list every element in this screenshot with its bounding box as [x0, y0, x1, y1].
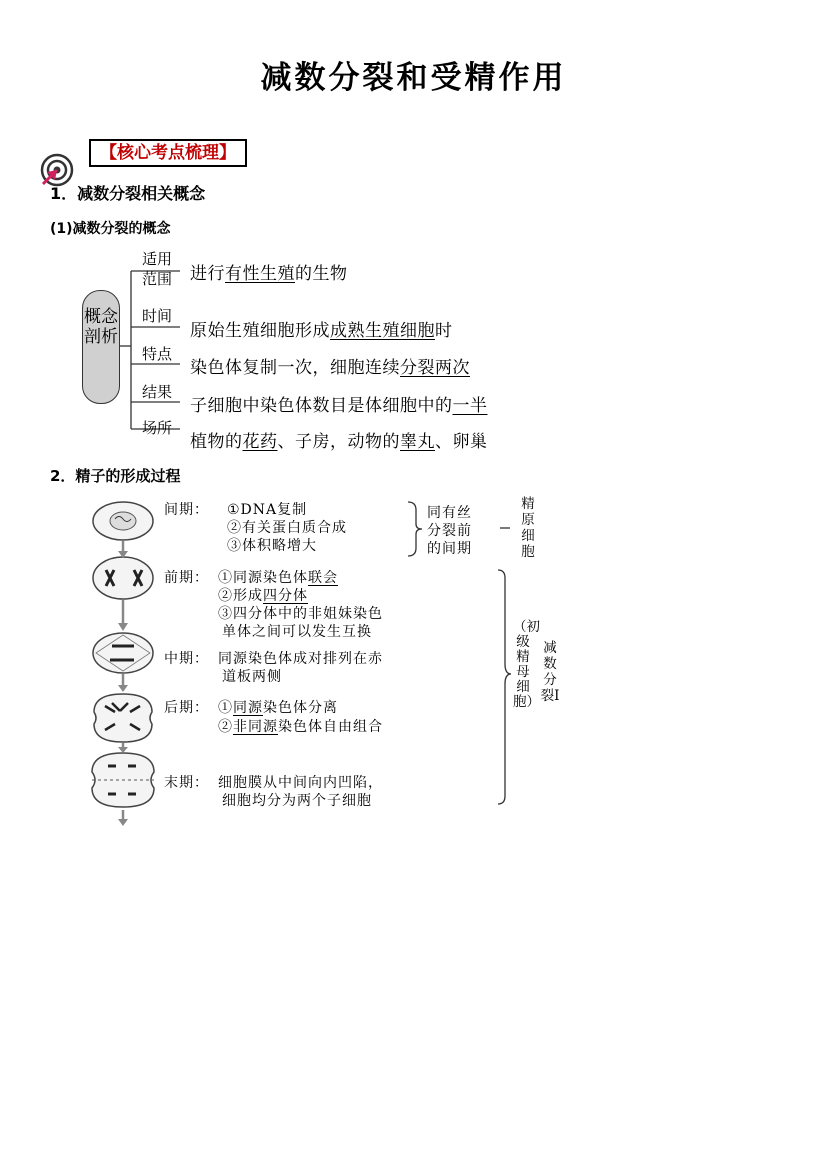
stage-key-term: 联会 [308, 570, 338, 586]
telophase-label: 末期： [164, 775, 209, 791]
concept-category-result: 结果 [142, 383, 173, 401]
prophase-item [222, 621, 372, 641]
desc-key-term: 花药 [242, 432, 278, 452]
interphase-note: 的间期 [427, 541, 472, 557]
interphase-label: 间期： [164, 502, 209, 518]
desc-text: 染色体复制一次，细胞连续 [190, 358, 400, 378]
concept-category-time: 时间 [142, 307, 173, 325]
stage-key-term: 非同源 [233, 719, 278, 735]
stage-text: ① [218, 700, 233, 716]
prophase-item [218, 603, 383, 623]
section-label: 【核心考点梳理】 [89, 139, 247, 167]
stage-key-term: 四分体 [263, 588, 308, 604]
anaphase-item [218, 697, 338, 717]
stage-key-term: 同源 [233, 700, 263, 716]
anaphase-cell-icon [94, 694, 152, 742]
desc-text: 子细胞中染色体数目是体细胞中的 [190, 396, 453, 416]
meiosis-bracket [498, 570, 511, 804]
interphase-cell-icon [93, 502, 153, 540]
desc-text: 时 [435, 321, 453, 341]
stage-text: ②形成 [218, 588, 263, 604]
heading-meiosis-concepts: 1．减数分裂相关概念 [50, 184, 206, 203]
prophase-item [218, 585, 308, 605]
anaphase-label: 后期： [164, 700, 209, 716]
interphase-brace [408, 502, 422, 556]
interphase-item: ②有关蛋白质合成 [227, 520, 347, 536]
prophase-item [218, 567, 338, 587]
page-title: 减数分裂和受精作用 [260, 60, 567, 96]
metaphase-item: 道板两侧 [222, 669, 282, 685]
desc-text: 的生物 [295, 264, 348, 284]
metaphase-label: 中期： [164, 651, 209, 667]
meiosis-one-label: 减数分裂Ⅰ [540, 640, 560, 704]
metaphase-item: 同源染色体成对排列在赤 [218, 651, 383, 667]
concept-desc-result [190, 391, 488, 416]
concept-desc-feature [190, 353, 470, 378]
desc-key-term: 睾丸 [400, 432, 435, 452]
prophase-cell-icon [93, 557, 153, 599]
metaphase-cell-icon [93, 633, 153, 673]
desc-key-term: 成熟生殖细胞 [330, 321, 435, 341]
interphase-item: ③体积略增大 [227, 538, 317, 554]
concept-category-scope: 适用范围 [142, 250, 173, 288]
stage-text: ② [218, 719, 233, 735]
desc-text: 进行 [190, 264, 225, 284]
subheading-meiosis-definition: (1)减数分裂的概念 [50, 221, 171, 237]
concept-category-feature: 特点 [142, 345, 173, 363]
concept-desc-scope [190, 259, 348, 284]
prophase-label: 前期： [164, 570, 209, 586]
stage-text: ③四分体中的非姐妹染色 [218, 606, 383, 622]
stage-text: 染色体自由组合 [278, 719, 383, 735]
heading-sperm-formation: 2．精子的形成过程 [50, 467, 181, 485]
desc-text: 、子房，动物的 [277, 432, 400, 452]
stage-text: 染色体分离 [263, 700, 338, 716]
stage-arrows [118, 541, 128, 826]
desc-key-term: 一半 [452, 396, 488, 416]
concept-desc-place [190, 427, 488, 452]
desc-key-term: 分裂两次 [400, 358, 470, 378]
telophase-cell-icon [92, 753, 154, 807]
desc-text: 、卵巢 [435, 432, 488, 452]
interphase-item: ①DNA复制 [227, 502, 308, 518]
telophase-item: 细胞均分为两个子细胞 [222, 793, 372, 809]
stage-text: 单体之间可以发生互换 [222, 624, 372, 640]
concept-center-label: 概念剖析 [84, 307, 118, 347]
desc-text: 植物的 [190, 432, 243, 452]
stage-text: ①同源染色体 [218, 570, 308, 586]
interphase-note: 分裂前 [427, 523, 472, 539]
telophase-item: 细胞膜从中间向内凹陷， [218, 775, 383, 791]
interphase-note: 同有丝 [427, 505, 472, 521]
desc-text: 原始生殖细胞形成 [190, 321, 330, 341]
desc-key-term: 有性生殖 [225, 264, 295, 284]
spermatogonium-label: 精原细胞 [521, 496, 535, 560]
concept-category-place: 场所 [142, 419, 173, 437]
primary-spermatocyte-label: （初级精母细胞） [513, 619, 540, 710]
anaphase-item [218, 716, 383, 736]
concept-desc-time [190, 316, 453, 341]
